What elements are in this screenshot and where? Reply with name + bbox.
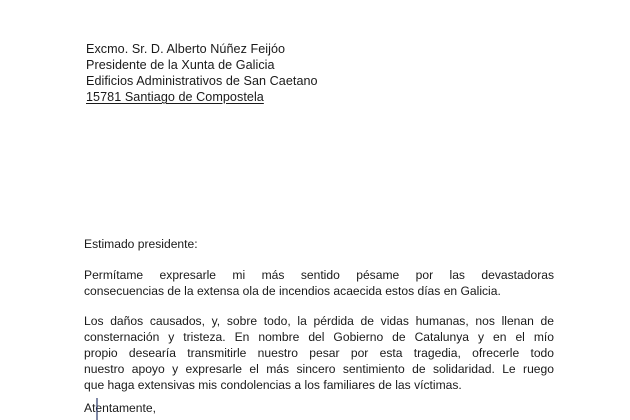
- recipient-postal-city: 15781 Santiago de Compostela: [86, 90, 264, 104]
- recipient-building: Edificios Administrativos de San Caetano: [86, 74, 318, 88]
- paragraph-2-line: que haga extensivas mis condolencias a los familiares de las víctimas.: [84, 377, 462, 392]
- letter-paragraph-1: [84, 268, 554, 300]
- letter-paragraph-2: [84, 314, 554, 394]
- paragraph-1-line: Permítame expresarle mi más sentido pésame por las devastadoras: [84, 268, 554, 282]
- signature-stroke: [96, 398, 98, 420]
- paragraph-2-line: propio desearía transmitirle nuestro pesar por esta tragedia, ofrecerle todo: [84, 345, 554, 360]
- paragraph-1-line: consecuencias de la extensa ola de incendios acaecida estos días en Galicia.: [84, 283, 501, 298]
- letter-salutation: Estimado presidente:: [84, 237, 198, 251]
- recipient-title: Presidente de la Xunta de Galicia: [86, 58, 275, 72]
- paragraph-2-line: consternación y tristeza. En nombre del Gobierno de Catalunya y en el mío: [84, 329, 554, 344]
- letter-closing: Atentamente,: [84, 401, 156, 415]
- paragraph-2-line: nuestro apoyo y expresarle el más sincero sentimiento de solidaridad. Le ruego: [84, 361, 554, 376]
- paragraph-2-line: Los daños causados, y, sobre todo, la pérdida de vidas humanas, nos llenan de: [84, 314, 554, 328]
- recipient-address-block: [86, 41, 318, 105]
- recipient-name: Excmo. Sr. D. Alberto Núñez Feijóo: [86, 42, 286, 56]
